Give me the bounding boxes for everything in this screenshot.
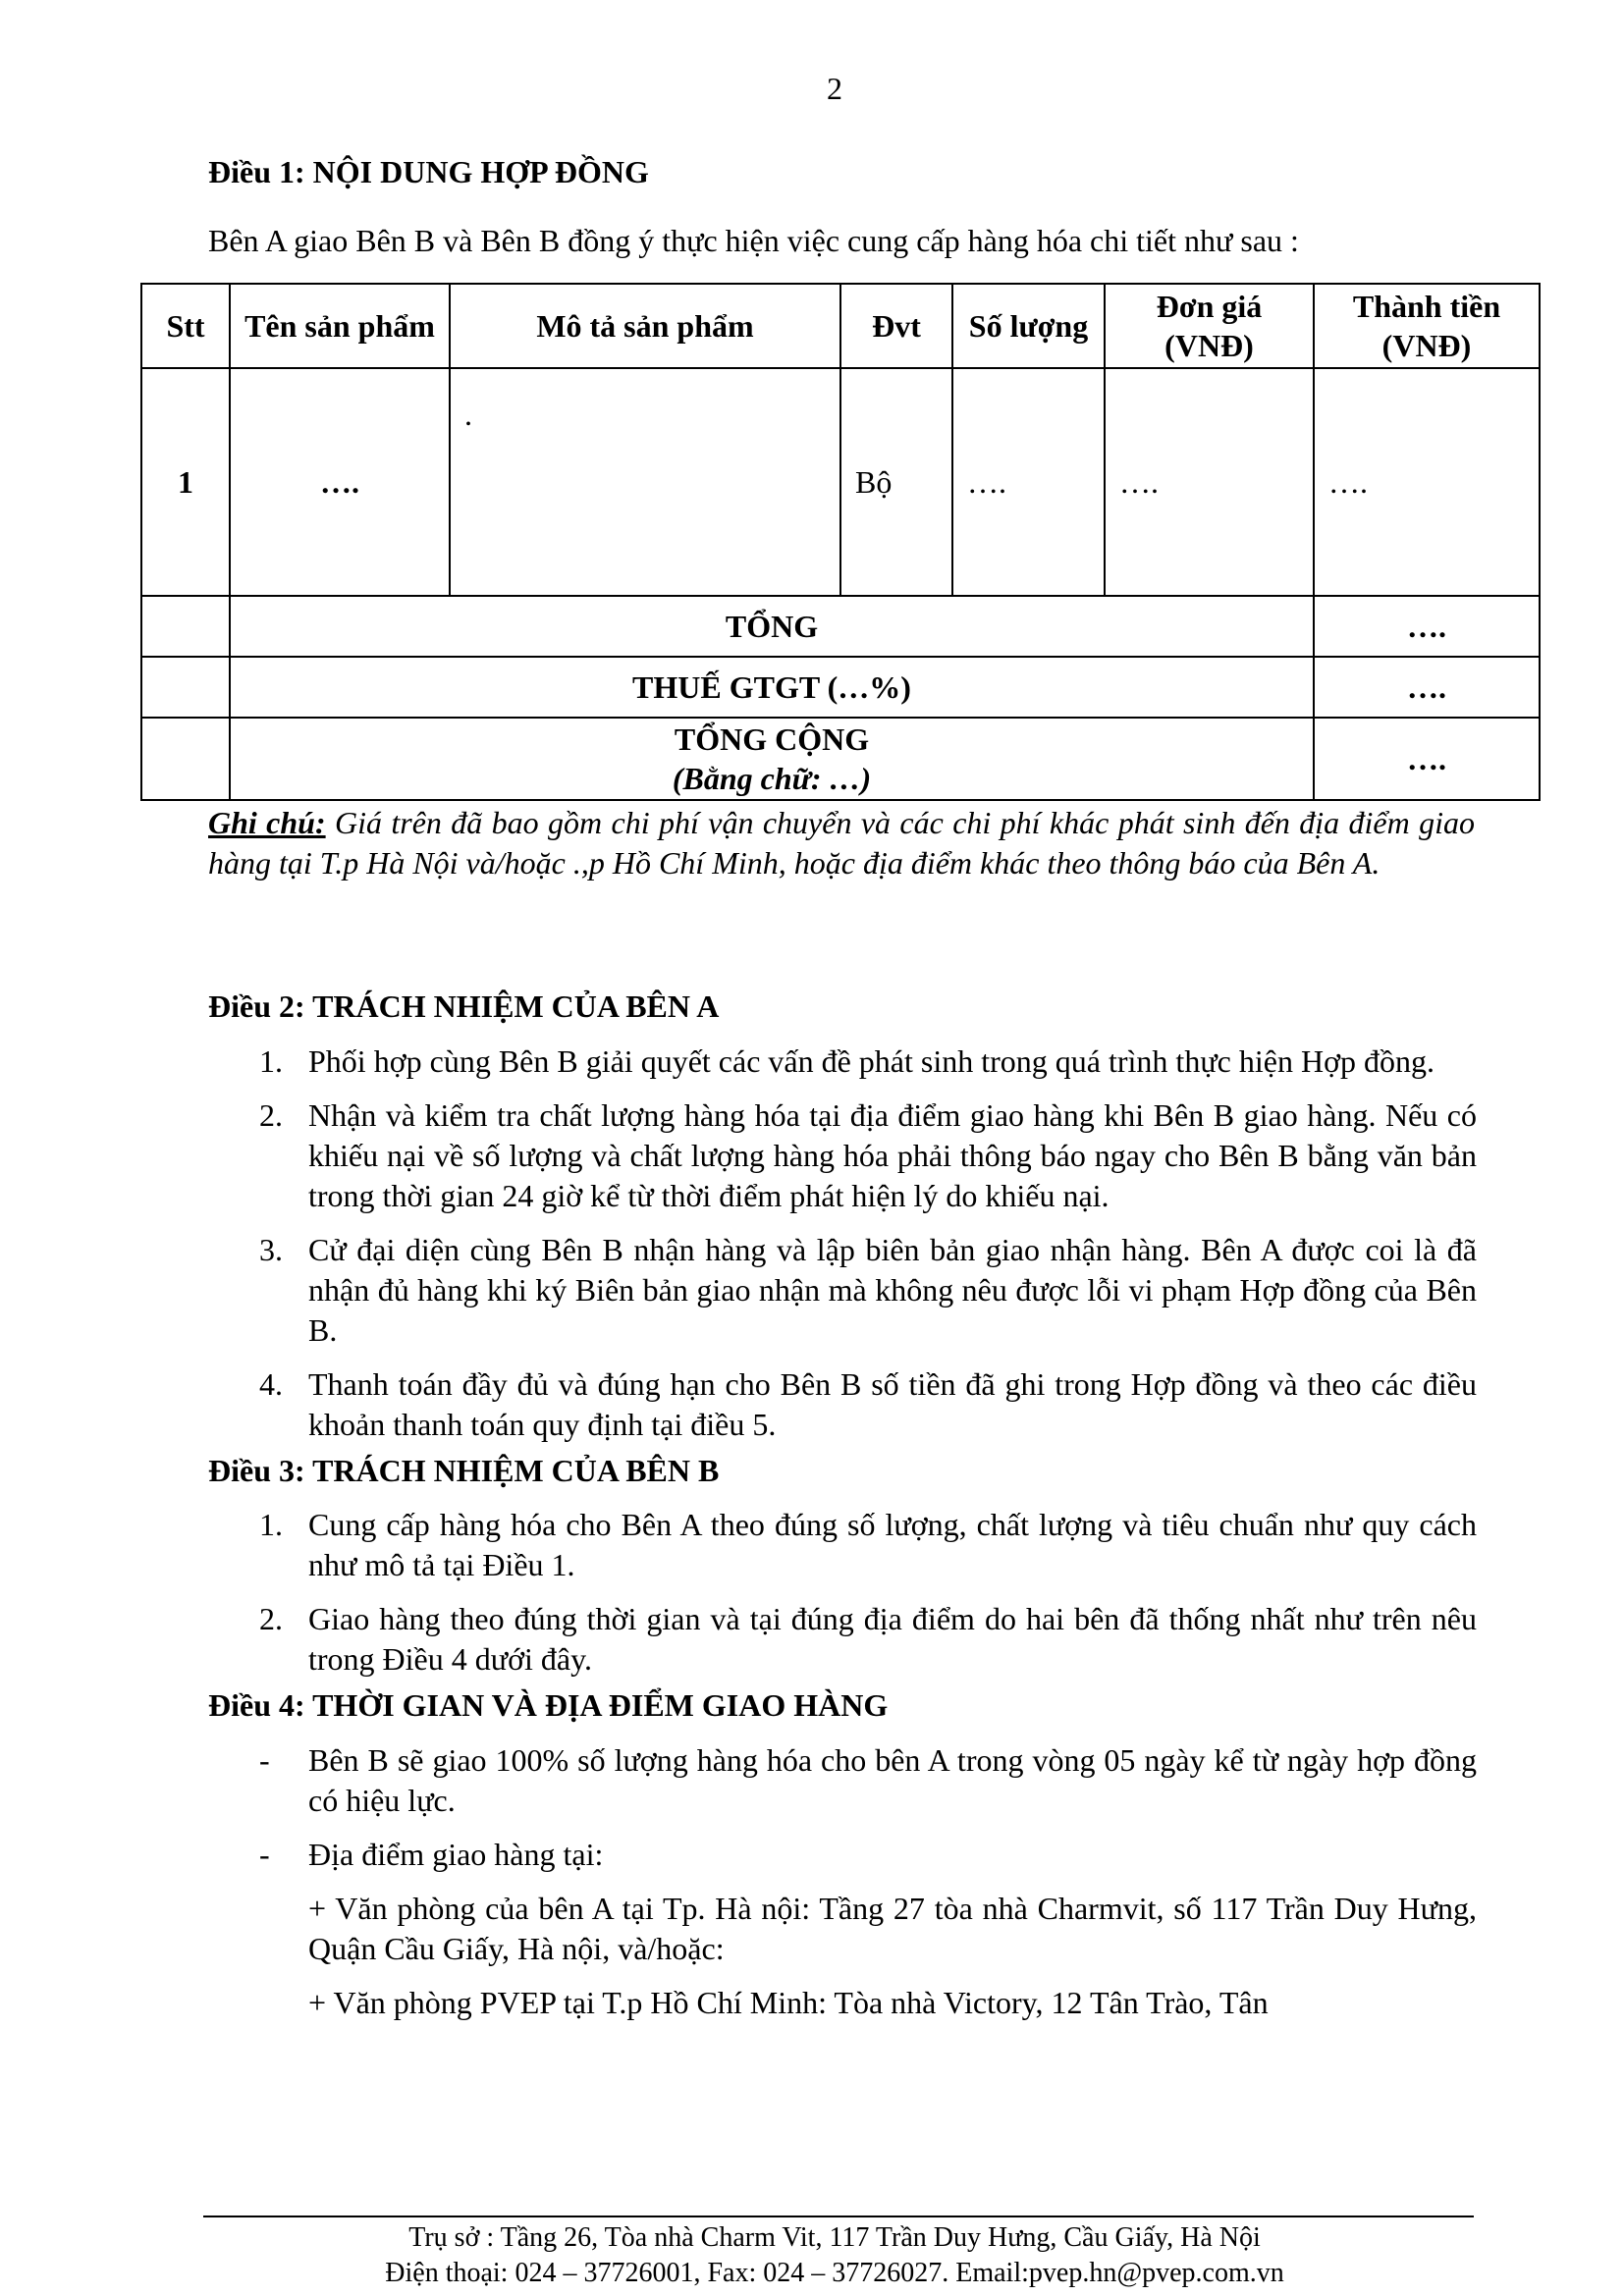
article-3-list xyxy=(208,1505,1477,1680)
article-1-intro: Bên A giao Bên B và Bên B đồng ý thực hiện việc cung cấp hàng hóa chi tiết như sau : xyxy=(208,223,1299,258)
subtotal-empty-cell xyxy=(141,596,230,657)
list-item-text: Cung cấp hàng hóa cho Bên A theo đúng số lượng, chất lượng và tiêu chuẩn như quy cách như mô tả tại Điều 1. xyxy=(308,1507,1477,1583)
list-item xyxy=(208,1505,1477,1585)
page-number: 2 xyxy=(827,71,842,106)
list-marker: - xyxy=(259,1741,270,1778)
list-item xyxy=(208,1835,1477,1875)
cell-unit: Bộ xyxy=(840,368,952,596)
cell-product-name: …. xyxy=(230,368,450,596)
list-item-text: Cử đại diện cùng Bên B nhận hàng và lập biên bản giao nhận hàng. Bên A được coi là đã nhận đủ hàng khi ký Biên bản giao nhận mà không nêu được lỗi vi phạm Hợp đồng của Bên B. xyxy=(308,1231,1477,1348)
page-footer xyxy=(0,2220,1624,2291)
header-stt: Stt xyxy=(141,284,230,368)
table-row xyxy=(141,368,1540,596)
article-2-heading: Điều 2: TRÁCH NHIỆM CỦA BÊN A xyxy=(208,988,720,1024)
grand-total-label-cell xyxy=(230,718,1314,800)
grand-total-label: TỔNG CỘNG xyxy=(674,721,870,757)
list-item-text: Thanh toán đầy đủ và đúng hạn cho Bên B số tiền đã ghi trong Hợp đồng và theo các điều khoản thanh toán quy định tại điều 5. xyxy=(308,1365,1477,1442)
cell-quantity: …. xyxy=(952,368,1105,596)
delivery-address-hcm: + Văn phòng PVEP tại T.p Hồ Chí Minh: Tòa nhà Victory, 12 Tân Trào, Tân xyxy=(308,1984,1269,2020)
list-item xyxy=(208,1740,1477,1821)
header-unit: Đvt xyxy=(840,284,952,368)
header-product-description: Mô tả sản phẩm xyxy=(450,284,840,368)
list-marker: 2. xyxy=(259,1601,283,1637)
header-amount: Thành tiền (VNĐ) xyxy=(1314,284,1540,368)
article-1-heading: Điều 1: NỘI DUNG HỢP ĐỒNG xyxy=(208,154,649,189)
list-marker: 1. xyxy=(259,1042,283,1079)
vat-value: …. xyxy=(1314,657,1540,718)
note-text: Giá trên đã bao gồm chi phí vận chuyển và các chi phí khác phát sinh đến địa điểm giao hàng tại T.p Hà Nội và/hoặc .,p Hồ Chí Minh, hoặc địa điểm khác theo thông báo của Bên A. xyxy=(208,805,1475,881)
list-item-text: Phối hợp cùng Bên B giải quyết các vấn đề phát sinh trong quá trình thực hiện Hợp đồng. xyxy=(308,1042,1435,1079)
header-quantity: Số lượng xyxy=(952,284,1105,368)
price-note xyxy=(208,803,1475,883)
article-4-list xyxy=(208,1740,1477,1875)
article-4-heading: Điều 4: THỜI GIAN VÀ ĐỊA ĐIỂM GIAO HÀNG xyxy=(208,1687,889,1724)
list-item xyxy=(208,1599,1477,1680)
list-marker: 1. xyxy=(259,1507,283,1543)
list-item-text: Địa điểm giao hàng tại: xyxy=(308,1836,604,1872)
grand-total-row xyxy=(141,718,1540,800)
grand-total-value: …. xyxy=(1314,718,1540,800)
grand-total-in-words: (Bằng chữ: …) xyxy=(672,761,872,796)
header-unit-price: Đơn giá (VNĐ) xyxy=(1105,284,1314,368)
list-marker: 4. xyxy=(259,1365,283,1402)
note-label: Ghi chú: xyxy=(208,805,326,840)
product-table xyxy=(140,283,1541,801)
list-item xyxy=(208,1364,1477,1445)
list-item-text: Giao hàng theo đúng thời gian và tại đúng địa điểm do hai bên đã thống nhất như trên nêu trong Điều 4 dưới đây. xyxy=(308,1601,1477,1678)
list-item-text: Nhận và kiểm tra chất lượng hàng hóa tại địa điểm giao hàng khi Bên B giao hàng. Nếu có khiếu nại về số lượng và chất lượng hàng hóa phải thông báo ngay cho Bên B bằng văn bản trong thời gian 24 giờ kể từ thời điểm phát hiện lý do khiếu nại. xyxy=(308,1096,1477,1213)
table-header-row xyxy=(141,284,1540,368)
cell-product-description: . xyxy=(450,368,840,596)
list-marker: 2. xyxy=(259,1096,283,1133)
footer-divider xyxy=(203,2216,1474,2217)
delivery-address-hanoi: + Văn phòng của bên A tại Tp. Hà nội: Tầng 27 tòa nhà Charmvit, số 117 Trần Duy Hưng, Quận Cầu Giấy, Hà nội, và/hoặc: xyxy=(308,1890,1477,1966)
cell-stt: 1 xyxy=(141,368,230,596)
vat-row xyxy=(141,657,1540,718)
list-marker: 3. xyxy=(259,1231,283,1267)
list-item xyxy=(208,1041,1477,1082)
subtotal-value: …. xyxy=(1314,596,1540,657)
article-2-section xyxy=(208,987,1477,2037)
subtotal-row xyxy=(141,596,1540,657)
list-item xyxy=(208,1095,1477,1216)
vat-label: THUẾ GTGT (…%) xyxy=(230,657,1314,718)
grand-total-empty-cell xyxy=(141,718,230,800)
vat-empty-cell xyxy=(141,657,230,718)
footer-address: Trụ sở : Tầng 26, Tòa nhà Charm Vit, 117 Trần Duy Hưng, Cầu Giấy, Hà Nội xyxy=(408,2222,1261,2253)
list-marker: - xyxy=(259,1836,270,1872)
footer-contact: Điện thoại: 024 – 37726001, Fax: 024 – 37726027. Email:pvep.hn@pvep.com.vn xyxy=(385,2258,1284,2288)
list-item xyxy=(208,1230,1477,1351)
cell-unit-price: …. xyxy=(1105,368,1314,596)
subtotal-label: TỔNG xyxy=(230,596,1314,657)
article-1-section xyxy=(208,152,1477,193)
article-2-list xyxy=(208,1041,1477,1445)
header-product-name: Tên sản phẩm xyxy=(230,284,450,368)
article-3-heading: Điều 3: TRÁCH NHIỆM CỦA BÊN B xyxy=(208,1452,720,1488)
list-item-text: Bên B sẽ giao 100% số lượng hàng hóa cho bên A trong vòng 05 ngày kể từ ngày hợp đồng có hiệu lực. xyxy=(308,1741,1477,1818)
cell-amount: …. xyxy=(1314,368,1540,596)
